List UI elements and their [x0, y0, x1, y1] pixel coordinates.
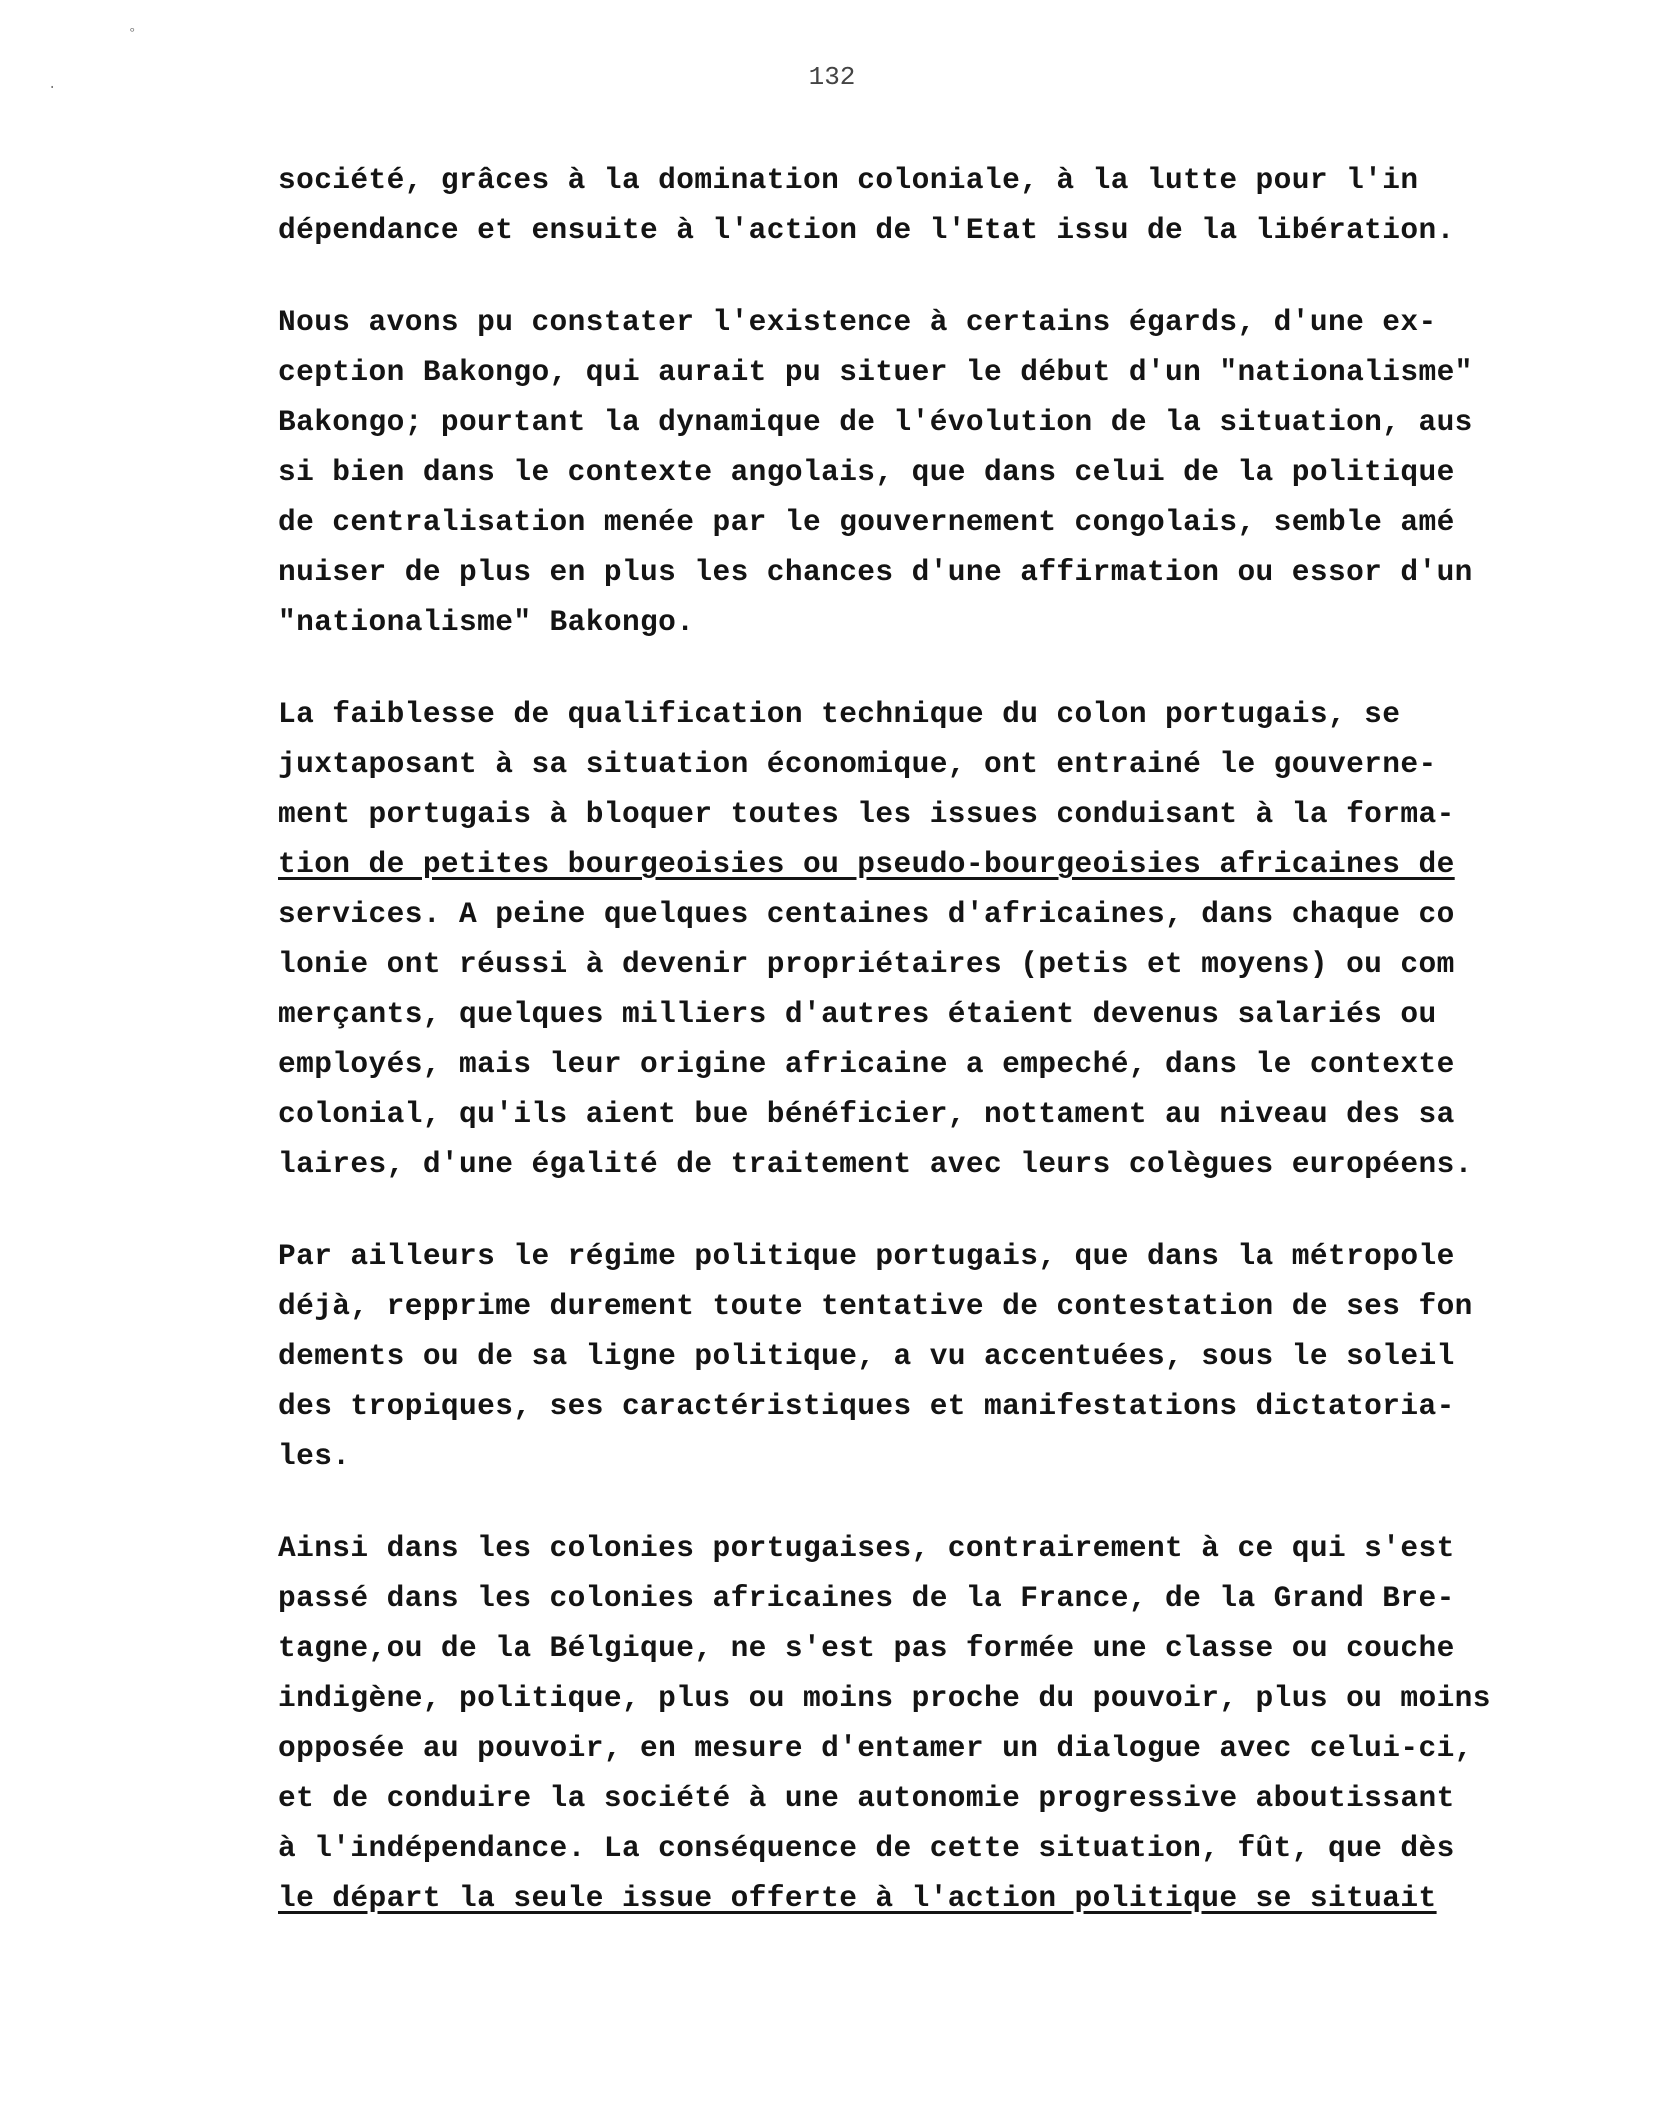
text-line: tagne,ou de la Bélgique, ne s'est pas formée une classe ou couche — [278, 1631, 1455, 1665]
paragraph — [278, 297, 1658, 647]
text-line: ment portugais à bloquer toutes les issues conduisant à la forma- — [278, 797, 1455, 831]
scan-speck: · — [48, 80, 57, 96]
text-line: de centralisation menée par le gouvernement congolais, semble amé — [278, 505, 1455, 539]
text-line: passé dans les colonies africaines de la France, de la Grand Bre- — [278, 1581, 1455, 1615]
scan-speck: ° — [128, 26, 137, 42]
text-line: lonie ont réussi à devenir propriétaires (petis et moyens) ou com — [278, 947, 1455, 981]
text-line: services. A peine quelques centaines d'africaines, dans chaque co — [278, 897, 1455, 931]
text-line: nuiser de plus en plus les chances d'une affirmation ou essor d'un — [278, 555, 1473, 589]
text-line: opposée au pouvoir, en mesure d'entamer un dialogue avec celui-ci, — [278, 1731, 1473, 1765]
text-line: juxtaposant à sa situation économique, ont entrainé le gouverne- — [278, 747, 1437, 781]
text-line: "nationalisme" Bakongo. — [278, 605, 695, 639]
paragraph — [278, 1231, 1658, 1481]
text-line: à l'indépendance. La conséquence de cette situation, fût, que dès — [278, 1831, 1455, 1865]
text-line: employés, mais leur origine africaine a empeché, dans le contexte — [278, 1047, 1455, 1081]
text-line: ception Bakongo, qui aurait pu situer le début d'un "nationalisme" — [278, 355, 1473, 389]
text-line: Nous avons pu constater l'existence à certains égards, d'une ex- — [278, 305, 1437, 339]
text-line: les. — [278, 1439, 351, 1473]
text-line: tion de petites bourgeoisies ou pseudo-bourgeoisies africaines de — [278, 847, 1455, 881]
text-line: Ainsi dans les colonies portugaises, contrairement à ce qui s'est — [278, 1531, 1455, 1565]
text-line: le départ la seule issue offerte à l'action politique se situait — [278, 1881, 1437, 1915]
text-line: des tropiques, ses caractéristiques et manifestations dictatoria- — [278, 1389, 1455, 1423]
body-text — [278, 155, 1658, 1965]
text-line: dements ou de sa ligne politique, a vu accentuées, sous le soleil — [278, 1339, 1455, 1373]
text-line: dépendance et ensuite à l'action de l'Etat issu de la libération. — [278, 213, 1455, 247]
text-line: si bien dans le contexte angolais, que dans celui de la politique — [278, 455, 1455, 489]
text-line: La faiblesse de qualification technique du colon portugais, se — [278, 697, 1401, 731]
text-line: déjà, repprime durement toute tentative de contestation de ses fon — [278, 1289, 1473, 1323]
paragraph — [278, 689, 1658, 1189]
text-line: laires, d'une égalité de traitement avec leurs colègues européens. — [278, 1147, 1473, 1181]
paragraph — [278, 1523, 1658, 1923]
text-line: colonial, qu'ils aient bue bénéficier, nottament au niveau des sa — [278, 1097, 1455, 1131]
page-number: 132 — [808, 62, 856, 92]
paragraph — [278, 155, 1658, 255]
text-line: Bakongo; pourtant la dynamique de l'évolution de la situation, aus — [278, 405, 1473, 439]
text-line: et de conduire la société à une autonomie progressive aboutissant — [278, 1781, 1455, 1815]
text-line: Par ailleurs le régime politique portugais, que dans la métropole — [278, 1239, 1455, 1273]
text-line: merçants, quelques milliers d'autres étaient devenus salariés ou — [278, 997, 1437, 1031]
text-line: indigène, politique, plus ou moins proche du pouvoir, plus ou moins — [278, 1681, 1491, 1715]
text-line: société, grâces à la domination coloniale, à la lutte pour l'in — [278, 163, 1419, 197]
